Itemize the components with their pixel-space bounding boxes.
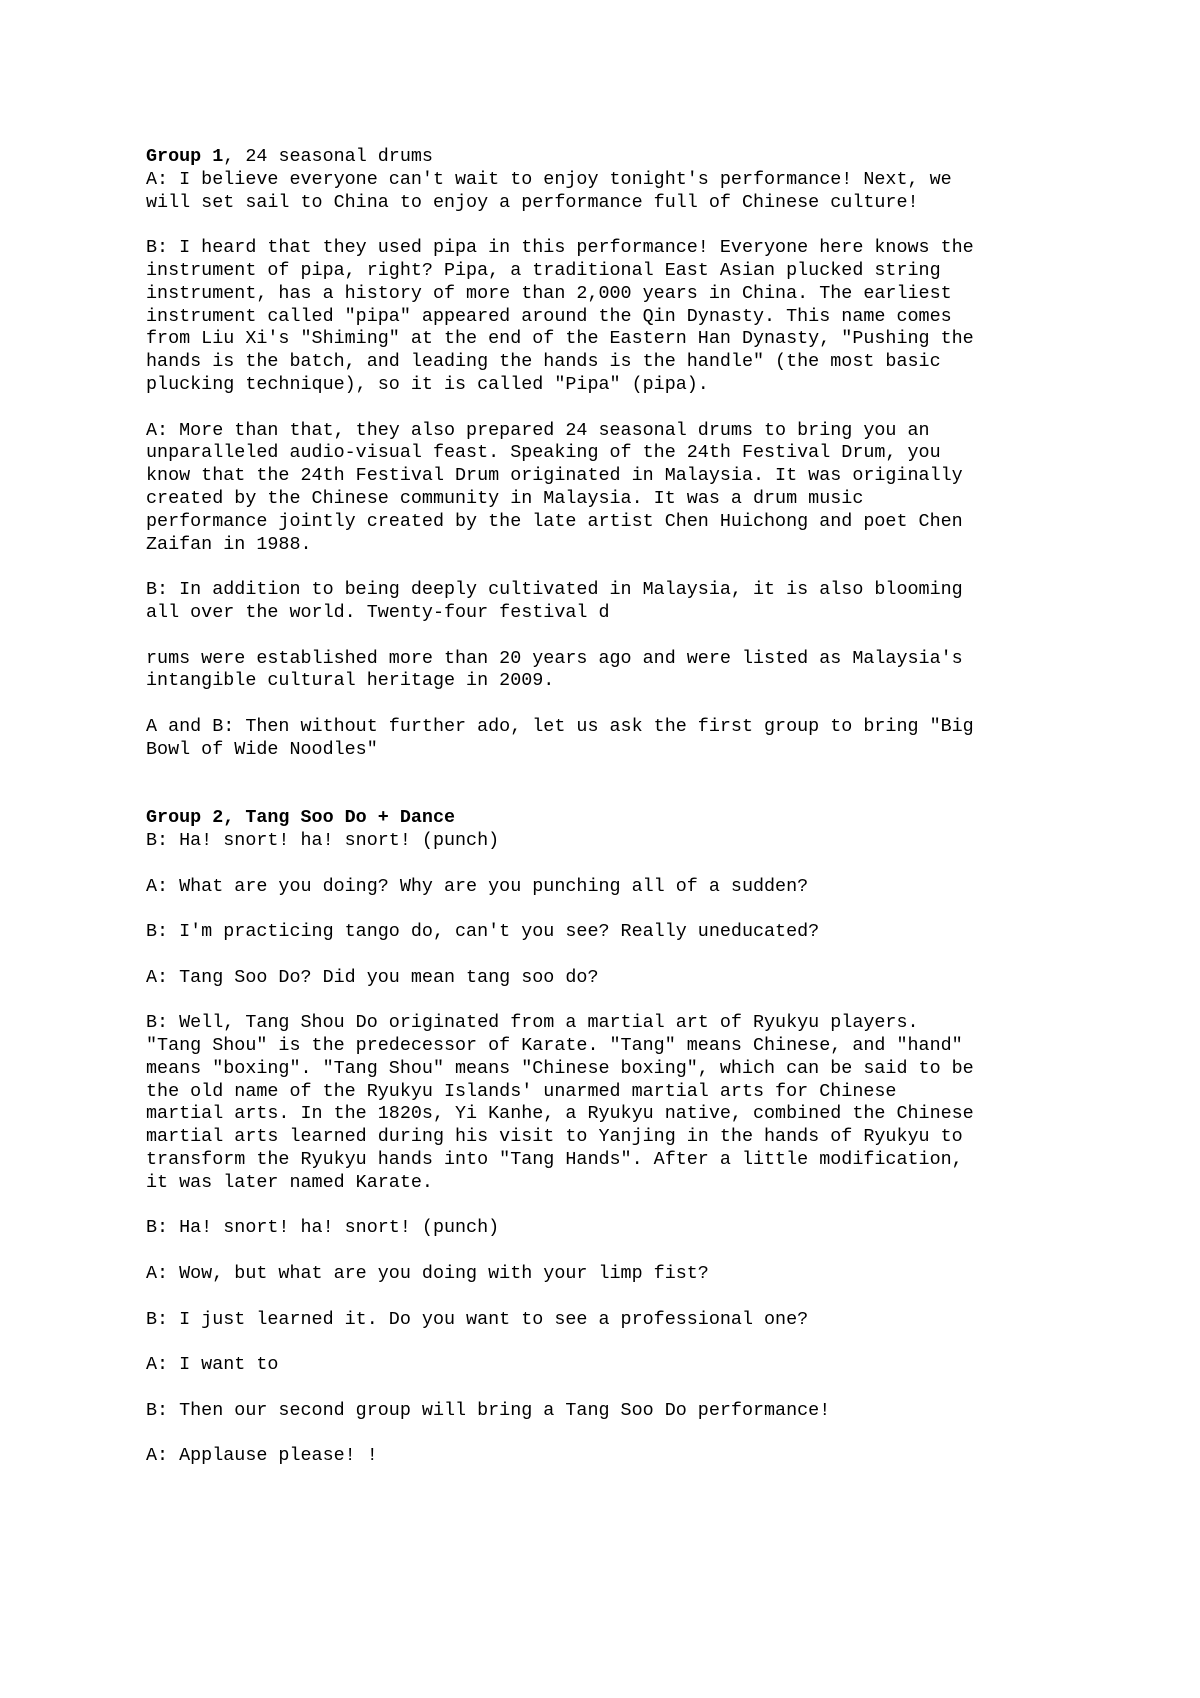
group1-line-6: A and B: Then without further ado, let us ask the first group to bring "Big Bowl of Wide Noodles" [146,715,974,760]
group2-first-line: B: Ha! snort! ha! snort! (punch) [146,829,500,851]
group2-line-10: A: Applause please! ! [146,1445,378,1467]
spacer [146,1240,1076,1263]
spacer [146,1423,1076,1446]
spacer [146,1331,1076,1354]
spacer [146,693,1076,716]
group2-line-5: B: Ha! snort! ha! snort! (punch) [146,1217,500,1239]
spacer [146,898,1076,921]
group2-line-4: B: Well, Tang Shou Do originated from a martial art of Ryukyu players. "Tang Shou" is the predecessor of Karate. "Tang" means Chinese, and "hand" means "boxing". "Tang Shou" means "Chinese boxing", which can be said to be the old name of the Ryukyu Islands' unarmed martial arts for Chinese martial arts. In the 1820s, Yi Kanhe, a Ryukyu native, combined the Chinese martial arts learned during his visit to Yanjing in the hands of Ryukyu to transform the Ryukyu hands into "Tang Hands". After a little modification, it was later named Karate. [146,1012,974,1193]
group2-line-1: A: What are you doing? Why are you punching all of a sudden? [146,875,809,897]
group2-line-7: B: I just learned it. Do you want to see a professional one? [146,1308,809,1330]
group2-line-2: B: I'm practicing tango do, can't you see? Really uneducated? [146,921,820,943]
group1-heading-label: Group 1 [146,146,224,167]
group1-heading [146,146,1076,169]
group1-line-2: B: I heard that they used pipa in this performance! Everyone here knows the instrument of pipa, right? Pipa, a traditional East Asian plucked string instrument, has a history of more than 2,000 years in China. The earliest instrument called "pipa" appeared around the Qin Dynasty. This name comes from Liu Xi's "Shiming" at the end of the Eastern Han Dynasty, "Pushing the hands is the batch, and leading the hands is the handle" (the most basic plucking technique), so it is called "Pipa" (pipa). [146,237,974,395]
group2-line-9: B: Then our second group will bring a Tang Soo Do performance! [146,1399,831,1421]
spacer [146,944,1076,967]
group2-heading-label: Group 2, Tang Soo Do + Dance [146,807,456,829]
spacer [146,397,1076,420]
spacer [146,214,1076,237]
spacer [146,1195,1076,1218]
spacer [146,989,1076,1012]
group2-heading [146,807,1076,830]
section-spacer [146,762,1076,808]
group2-line-6: A: Wow, but what are you doing with your limp fist? [146,1263,709,1285]
document-page [146,146,1076,1468]
spacer [146,625,1076,648]
spacer [146,1286,1076,1309]
spacer [146,1377,1076,1400]
group1-heading-title: , 24 seasonal drums [223,146,433,167]
group1-line-4: B: In addition to being deeply cultivated in Malaysia, it is also blooming all over the world. Twenty-four festival d [146,579,963,623]
group1-line-5: rums were established more than 20 years ago and were listed as Malaysia's intangible cultural heritage in 2009. [146,647,963,692]
group1-line-1: A: I believe everyone can't wait to enjoy tonight's performance! Next, we will set sail to China to enjoy a performance full of Chinese culture! [146,168,952,213]
group1-line-3: A: More than that, they also prepared 24 seasonal drums to bring you an unparalleled audio-visual feast. Speaking of the 24th Festival Drum, you know that the 24th Festival Drum originated in Malaysia. It was originally created by the Chinese community in Malaysia. It was a drum music performance jointly created by the late artist Chen Huichong and poet Chen Zaifan in 1988. [146,419,963,555]
spacer [146,556,1076,579]
group2-line-8: A: I want to [146,1354,279,1376]
spacer [146,853,1076,876]
group2-line-3: A: Tang Soo Do? Did you mean tang soo do? [146,966,599,988]
